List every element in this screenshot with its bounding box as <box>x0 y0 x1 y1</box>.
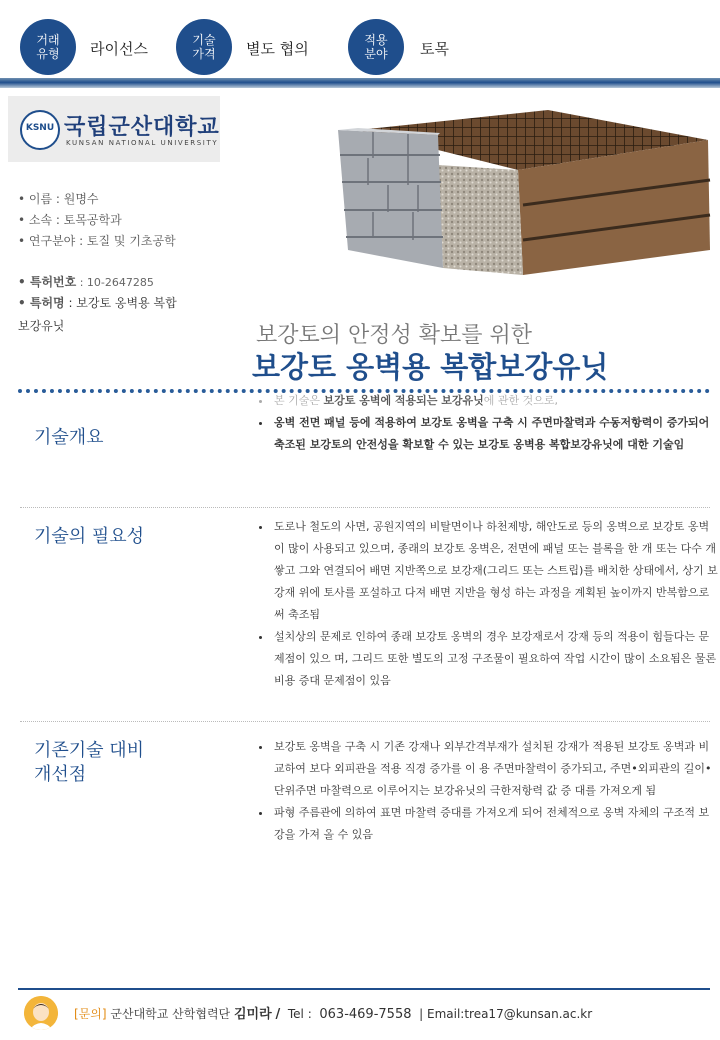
inventor-name: • 이름 : 원명수 <box>18 192 99 206</box>
section-title-improvement: 기존기술 대비 개선점 <box>34 740 145 785</box>
university-logo <box>8 96 220 162</box>
price-badge: 기술 가격 <box>176 19 232 75</box>
footer-divider <box>18 988 710 990</box>
page-subtitle: 보강토의 안정성 확보를 위한 <box>256 323 533 348</box>
list-item: • 옹벽 전면 패널 등에 적용하여 보강토 옹벽을 구축 시 주면마찰력과 수동저항력이 증가되어 축조된 보강토의 안전성을 확보할 수 있는 보강토 옹벽용 복합보강유닛에 대한 기술임 <box>272 412 712 456</box>
inventor-dept: • 소속 : 토목공학과 <box>18 213 122 227</box>
deal-type-value: 라이선스 <box>90 40 148 58</box>
price-value: 별도 협의 <box>246 40 309 58</box>
header-bar <box>0 78 720 88</box>
section-title-overview: 기술개요 <box>34 427 104 448</box>
section-divider <box>20 507 710 508</box>
list-item: • 본 기술은 보강토 옹벽에 적용되는 보강유닛에 관한 것으로, <box>272 390 712 412</box>
list-item: • 도로나 철도의 사면, 공원지역의 비탈면이나 하천제방, 해안도로 등의 옹벽으로 보강토 옹벽이 많이 사용되고 있으며, 종래의 보강토 옹벽은, 전면에 패널 또는 블록을 한 개 또는 다수 개 쌓고 그와 연결되어 배면 지반쪽으로 보강재(그리드 또는 스트립)를 배치한 상태에서, 상기 보강재 위에 토사를 포설하고 다져 배면 지반을 형성 하는 과정을 계획된 높이까지 반복함으로써 축조됨 <box>272 516 718 626</box>
contact-info: [문의] 군산대학교 산학협력단 김미라 / Tel : 063-469-7558 | Email:trea17@kunsan.ac.kr <box>74 1007 593 1022</box>
list-item: • 파형 주름관에 의하여 표면 마찰력 증대를 가져오게 되어 전체적으로 옹벽 자체의 구조적 보강을 가져 올 수 있음 <box>272 802 718 846</box>
university-name-ko: 국립군산대학교 <box>64 115 220 140</box>
patent-name: • 특허명 : 보강토 옹벽용 복합 <box>18 296 177 310</box>
deal-type-badge: 거래 유형 <box>20 19 76 75</box>
contact-person: 김미라 <box>233 1007 272 1022</box>
page-title: 보강토 옹벽용 복합보강유닛 <box>252 350 609 384</box>
seal-icon: KSNU <box>20 110 60 150</box>
contact-org: 군산대학교 산학협력단 <box>110 1007 231 1021</box>
improvement-list <box>256 736 718 846</box>
necessity-list <box>256 516 718 692</box>
section-divider <box>20 721 710 722</box>
contact-avatar-icon <box>24 996 58 1030</box>
inquiry-label: [문의] <box>74 1007 107 1021</box>
tel-label: Tel : <box>287 1007 312 1021</box>
field-value: 토목 <box>420 40 449 58</box>
section-title-necessity: 기술의 필요성 <box>34 526 145 547</box>
contact-phone[interactable]: 063-469-7558 <box>319 1007 412 1022</box>
reinforced-wall-illustration <box>318 100 718 280</box>
university-name-en: KUNSAN NATIONAL UNIVERSITY <box>66 139 219 147</box>
patent-number: • 특허번호 : 10-2647285 <box>18 275 154 289</box>
contact-email[interactable]: | Email:trea17@kunsan.ac.kr <box>419 1007 593 1021</box>
overview-list <box>256 390 712 456</box>
list-item: • 설치상의 문제로 인하여 종래 보강토 옹벽의 경우 보강재로서 강재 등의 적용이 힘들다는 문제점이 있으 며, 그리드 또한 별도의 고정 구조물이 필요하여 작업 시간이 많이 소요됨은 물론 비용 증대 문제점이 있음 <box>272 626 718 692</box>
patent-name-cont: 보강유닛 <box>18 319 65 333</box>
list-item: • 보강토 옹벽을 구축 시 기존 강재나 외부간격부재가 설치된 강재가 적용된 보강토 옹벽과 비교하여 보다 외피관을 적용 직경 증가를 이 용 주면마찰력이 증가되고, 주면•외피관의 길이•단위주면 마찰력으로 이루어지는 보강유닛의 극한저항력 값 증 대를 가져오게 됨 <box>272 736 718 802</box>
inventor-field: • 연구분야 : 토질 및 기초공학 <box>18 234 176 248</box>
field-badge: 적용 분야 <box>348 19 404 75</box>
